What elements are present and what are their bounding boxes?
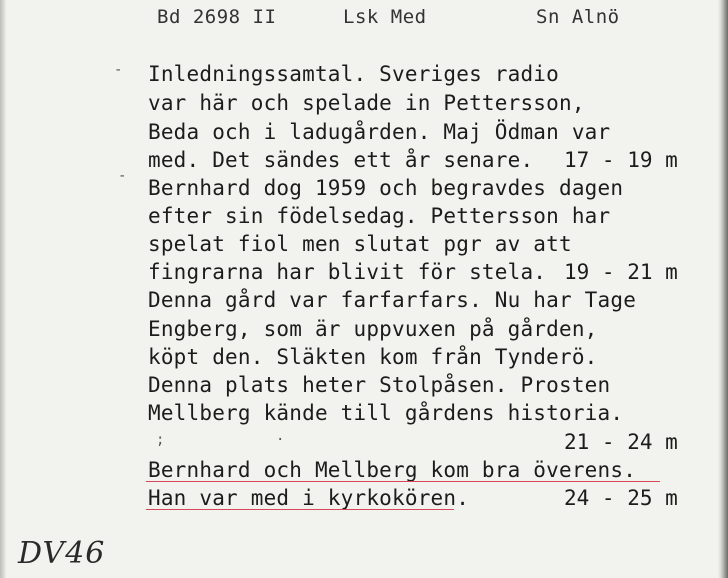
margin-tick: ‐: [114, 62, 123, 78]
card-right-edge: [718, 0, 728, 578]
text-line: Beda och i ladugården. Maj Ödman var: [148, 120, 611, 144]
text-line: Bernhard dog 1959 och begravdes dagen: [148, 176, 624, 200]
header-reference: Bd 2698 II: [157, 6, 277, 28]
timecode: 21 - 24 m: [564, 430, 678, 454]
text-line: efter sin födelsedag. Pettersson har: [148, 204, 611, 228]
text-line: Engberg, som är uppvuxen på gården,: [148, 317, 598, 341]
text-line: Denna plats heter Stolpåsen. Prosten: [148, 373, 611, 397]
margin-tick: ‐: [118, 168, 127, 184]
text-line: med. Det sändes ett år senare.: [148, 148, 534, 172]
text-line: Bernhard och Mellberg kom bra överens.: [148, 458, 637, 482]
red-underline: [146, 509, 454, 510]
text-line: var här och spelade in Pettersson,: [148, 91, 585, 115]
header-place: Sn Alnö: [536, 6, 620, 28]
header-category: Lsk Med: [343, 6, 427, 28]
red-underline: [146, 481, 660, 482]
text-line: fingrarna har blivit för stela.: [148, 260, 547, 284]
margin-tick: ;: [156, 432, 165, 448]
card-left-edge: [0, 0, 6, 578]
text-line: Denna gård var farfarfars. Nu har Tage: [148, 288, 637, 312]
timecode: 24 - 25 m: [564, 486, 678, 510]
text-line: köpt den. Släkten kom från Tynderö.: [148, 345, 598, 369]
timecode: 17 - 19 m: [564, 148, 678, 172]
text-line: Han var med i kyrkokören.: [148, 486, 470, 510]
margin-tick: ·: [276, 432, 285, 448]
text-line: Mellberg kände till gårdens historia.: [148, 401, 624, 425]
text-line: spelat fiol men slutat pgr av att: [148, 232, 572, 256]
text-line: Inledningssamtal. Sveriges radio: [148, 62, 559, 86]
handwritten-code: DV46: [18, 536, 106, 571]
timecode: 19 - 21 m: [564, 260, 678, 284]
